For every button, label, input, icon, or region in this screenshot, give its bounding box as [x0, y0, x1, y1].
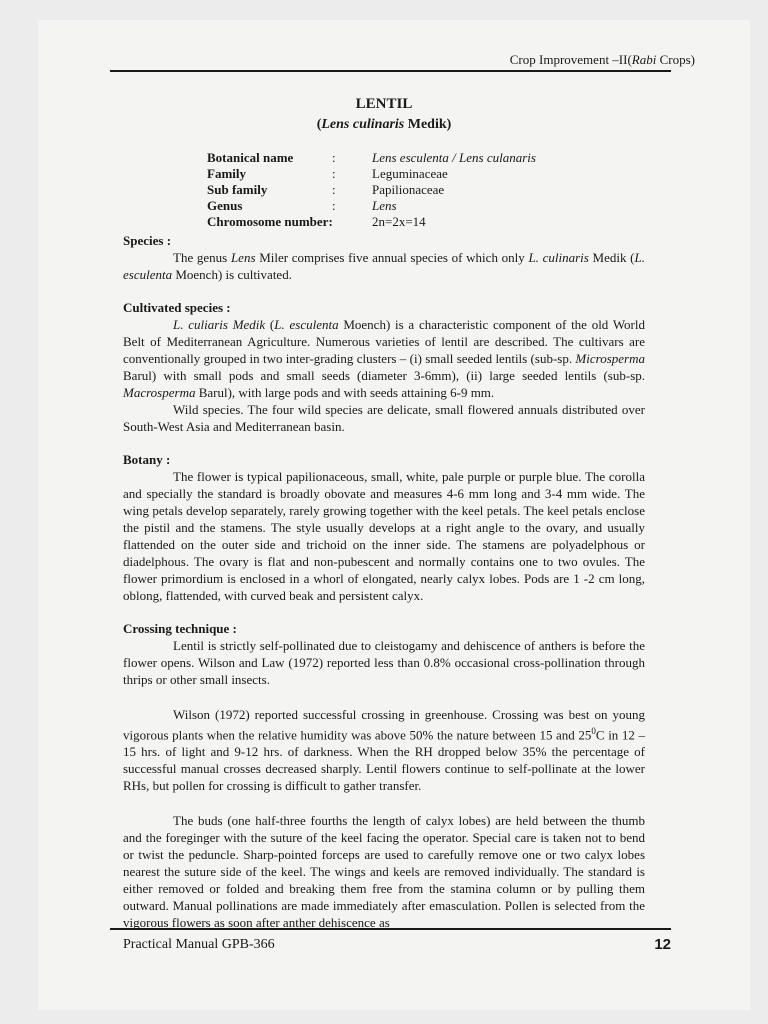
page-title: LENTIL — [355, 96, 413, 112]
paragraph: Wild species. The four wild species are delicate, small flowered annuals distributed over South-West Asia and Mediterranean basin. — [123, 402, 645, 434]
paragraph: The flower is typical papilionaceous, small, white, pale purple or purple blue. The corolla and specially the standard is broadly obovate and measures 4-6 mm long and 3-4 mm wide. The wing petals develop separately, rarely growing together with the keel petals. The keel petals enclose the pistil and the stamens. The style usually develops at a right angle to the ovary, and usually flattended on the outer side and trichoid on the inner side. The stamens are polyadelphous or diadelphous. The ovary is flat and non-pubescent and normally contains one to two ovules. The flower primordium is enclosed in a whorl of elongated, nearly calyx lobes. Pods are 1 -2 cm long, oblong, flattended, with curved beak and persistent calyx. — [123, 469, 645, 603]
classification-value: Leguminaceae — [372, 166, 448, 181]
header-rule — [110, 70, 671, 72]
classification-label: Chromosome number: — [207, 214, 333, 229]
section-heading-crossing-technique: Crossing technique : — [123, 621, 237, 636]
section-heading-botany: Botany : — [123, 452, 171, 467]
paragraph: Wilson (1972) reported successful crossing in greenhouse. Crossing was best on young vigorous plants when the relative humidity was above 50% the nature between 15 and $25^0C$ in 12 – 15 hrs. of light and 9-12 hrs. of darkness. When the RH dropped below 35% the percentage of successful manual crosses decreased sharply. Lentil flowers continue to self-pollinate at the lower RHs, but pollen for crossing is difficult to gather transfer. — [123, 707, 645, 794]
classification-label: Botanical name — [207, 150, 294, 165]
paragraph: The genus Lens Miler comprises five annual species of which only L. culinaris Medik (L. esculenta Moench) is cultivated. — [123, 250, 645, 282]
footer-rule — [110, 928, 671, 930]
paragraph: The buds (one half-three fourths the length of calyx lobes) are held between the thumb and the foreginger with the suture of the keel facing the operator. Special care is taken not to bend or twist the peduncle. Sharp-pointed forceps are used to carefully remove one or two calyx lobes nearest the suture side of the keel. The wings and keels are removed individually. The standard is either removed or folded and breaking them free from the stamina column or by pulling them outward. Manual pollinations are made immediately after emasculation. Pollen is selected from the vigorous flowers as soon after anther dehiscence as — [123, 813, 645, 931]
classification-value: 2n=2x=14 — [372, 214, 426, 229]
section-heading-species: Species : — [123, 233, 172, 248]
running-header: Crop Improvement –II(Rabi Crops) — [509, 52, 695, 67]
classification-value: Lens esculenta / Lens culanaris — [372, 150, 536, 165]
classification-value: Lens — [372, 198, 397, 213]
classification-label: Sub family — [207, 182, 268, 197]
page-number: 12 — [654, 936, 671, 953]
paragraph: L. culiaris Medik (L. esculenta Moench) is a characteristic component of the old World Belt of Mediterranean Agriculture. Numerous varieties of lentil are described. The cultivars are conventionally grouped in two inter-grading clusters – (i) small seeded lentils (sub-sp. Microsperma Barul) with small pods and small seeds (diameter 3-6mm), (ii) large seeded lentils (sub-sp. Macrosperma Barul), with large pods and with seeds attaining 6-9 mm. — [123, 317, 645, 400]
page-subtitle: (Lens culinaris Medik) — [316, 117, 452, 132]
footer-manual-name: Practical Manual GPB-366 — [123, 937, 275, 952]
section-heading-cultivated-species: Cultivated species : — [123, 300, 231, 315]
classification-value: Papilionaceae — [372, 182, 445, 197]
document-body — [123, 232, 645, 931]
classification-label: Family — [207, 166, 246, 181]
paragraph: Lentil is strictly self-pollinated due to cleistogamy and dehiscence of anthers is before the flower opens. Wilson and Law (1972) reported less than 0.8% occasional cross-pollination through thrips or other small insects. — [123, 638, 645, 687]
classification-label: Genus — [207, 198, 243, 213]
